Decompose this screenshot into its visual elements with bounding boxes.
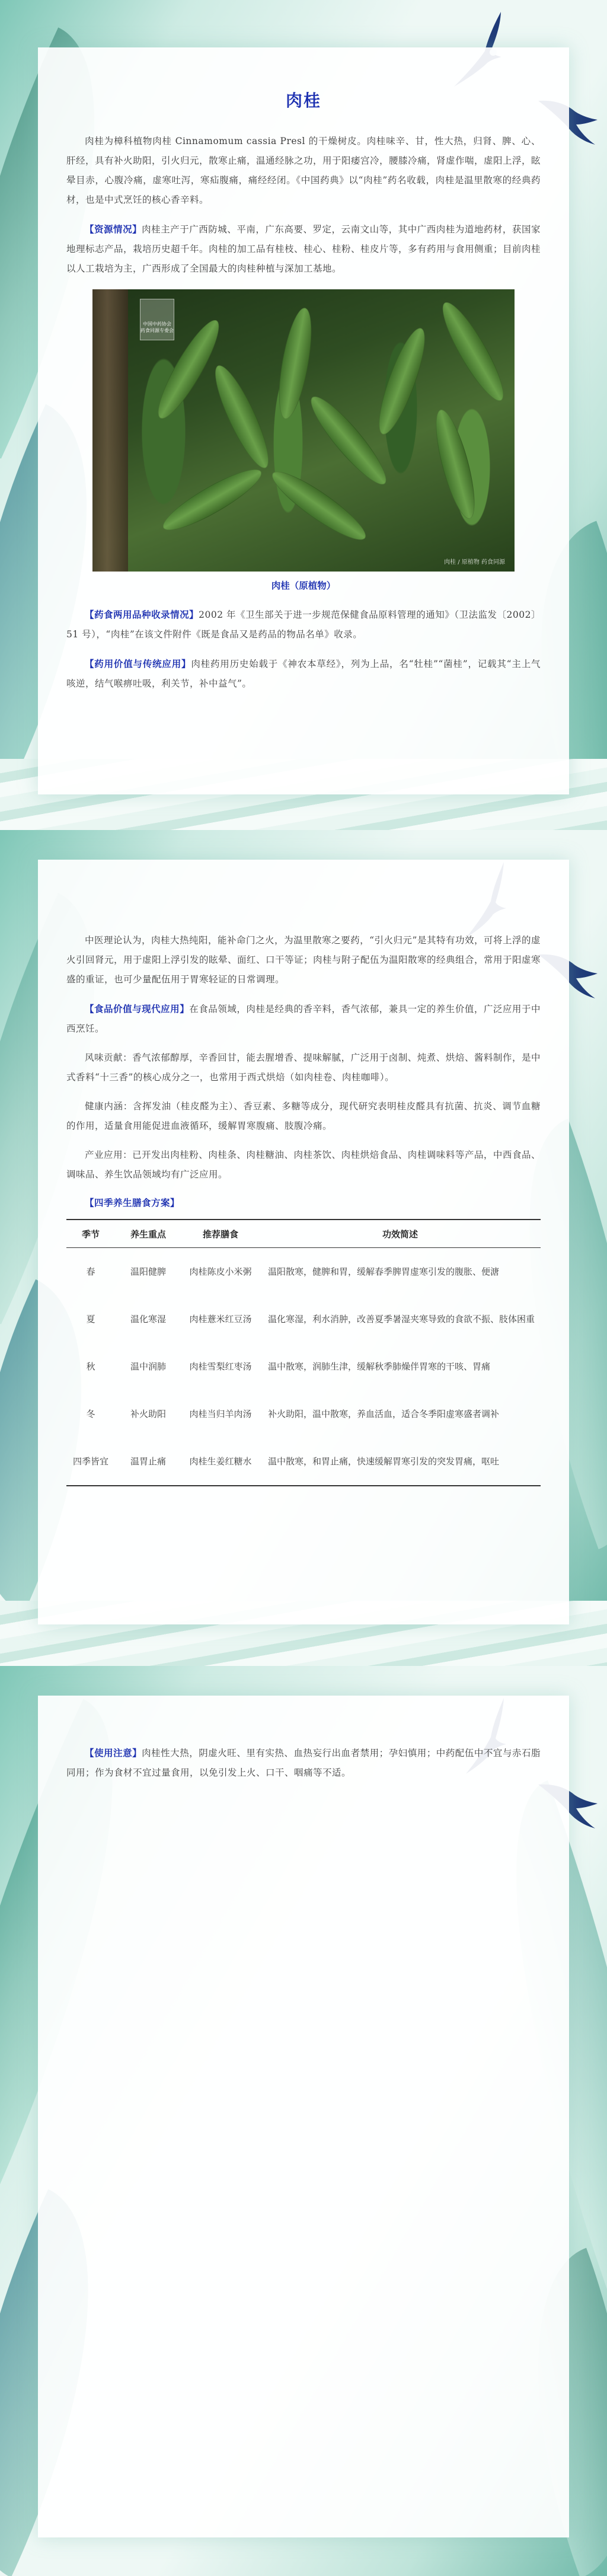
focus-cell: 温化寒湿 [130,1314,166,1324]
recipe-cell: 肉桂生姜红糖水 [181,1438,260,1486]
focus-cell: 温中润肺 [130,1361,166,1372]
effect-cell: 温中散寒，润肺生津，缓解秋季肺燥伴胃寒的干咳、胃痛 [268,1361,491,1372]
listing-paragraph: 【药食两用品种收录情况】2002 年《卫生部关于进一步规范保健食品原料管理的通知》（卫法监发〔2002〕51 号），“肉桂”在该文件附件《既是食品又是药品的物品名单》收录。 [66,609,541,640]
effect-cell: 温中散寒，和胃止痛，快速缓解胃寒引发的突发胃痛，呕吐 [260,1438,541,1486]
table-heading: 【四季养生膳食方案】 [85,1197,180,1208]
table-row [66,1390,541,1438]
tcm-theory-paragraph: 中医理论认为，肉桂大热纯阳，能补命门之火，为温里散寒之要药，“引火归元”是其特有功效，可将上浮的虚火引回肾元，用于虚阳上浮引发的眩晕、面红、口干等证；肉桂与附子配伍为温阳散寒的经典组合，常用于阳虚寒盛的重证，也可少量配伍用于胃寒轻证的日常调理。 [66,935,541,985]
focus-cell: 补火助阳 [130,1409,166,1419]
table-row [66,1248,541,1296]
recipe-cell: 肉桂雪梨红枣汤 [189,1361,252,1372]
effect-cell: 补火助阳，温中散寒，养血活血，适合冬季阳虚寒盛者调补 [268,1409,500,1419]
association-logo: 中国中药协会 药食同源专委会 [140,299,174,340]
column-header: 推荐膳食 [181,1220,260,1248]
photo-caption: 肉桂（原植物） [271,580,336,591]
content-card-2 [38,860,569,1624]
season-cell: 冬 [86,1409,95,1419]
effect-cell: 温阳散寒，健脾和胃，缓解春季脾胃虚寒引发的腹胀、便溏 [268,1266,500,1277]
cinnamon-plant-photo [92,289,515,572]
column-header: 季节 [66,1220,115,1248]
precautions-paragraph: 【使用注意】肉桂性大热，阴虚火旺、里有实热、血热妄行出血者禁用；孕妇慎用；中药配伍中不宜与赤石脂同用；作为食材不宜过量食用，以免引发上火、口干、咽痛等不适。 [66,1747,541,1778]
health-paragraph: 健康内涵：含挥发油（桂皮醛为主）、香豆素、多糖等成分，现代研究表明桂皮醛具有抗菌、抗炎、调节血糖的作用，适量食用能促进血液循环，缓解胃寒腹痛、肢腹冷痛。 [66,1101,541,1131]
table-row [66,1438,541,1486]
recipe-cell: 肉桂陈皮小米粥 [189,1266,252,1277]
table-row [66,1343,541,1390]
recipe-cell: 肉桂薏米红豆汤 [189,1314,252,1324]
content-card-1 [38,47,569,794]
resource-paragraph: 【资源情况】肉桂主产于广西防城、平南，广东高要、罗定，云南文山等，其中广西肉桂为道地药材，获国家地理标志产品，栽培历史超千年。肉桂的加工品有桂枝、桂心、桂粉、桂皮片等，多有药用与食用侧重；目前肉桂以人工栽培为主，广西形成了全国最大的肉桂种植与深加工基地。 [66,224,541,274]
content-card-3 [38,1696,569,2537]
effect-cell: 温化寒湿，利水消肿，改善夏季暑湿夹寒导致的食欲不振、肢体困重 [268,1314,535,1324]
column-header: 功效简述 [260,1220,541,1248]
intro-paragraph: 肉桂为樟科植物肉桂 Cinnamomum cassia Presl 的干燥树皮。肉桂味辛、甘，性大热，归肾、脾、心、肝经，具有补火助阳，引火归元，散寒止痛，温通经脉之功，用于阳痿宫冷，腰膝冷痛，肾虚作喘，虚阳上浮，眩晕目赤，心腹冷痛，虚寒吐泻，寒疝腹痛，痛经经闭。《中国药典》以“肉桂”药名收载，肉桂是温里散寒的经典药材，也是中式烹饪的核心香辛料。 [66,136,541,205]
flavor-paragraph: 风味贡献：香气浓郁醇厚，辛香回甘，能去腥增香、提味解腻，广泛用于卤制、炖煮、烘焙、酱料制作，是中式香料“十三香”的核心成分之一，也常用于西式烘焙（如肉桂卷、肉桂咖啡）。 [66,1052,541,1083]
recipe-cell: 肉桂当归羊肉汤 [189,1409,252,1419]
season-cell: 四季皆宜 [66,1438,115,1486]
season-cell: 秋 [86,1361,95,1372]
food-value-paragraph: 【食品价值与现代应用】在食品领域，肉桂是经典的香辛料，香气浓郁，兼具一定的养生价值，广泛应用于中西烹饪。 [66,1003,541,1034]
seasonal-diet-table [66,1219,541,1486]
photo-watermark: 肉桂 / 原植物 药食同源 [444,559,505,566]
season-cell: 夏 [86,1314,95,1324]
table-row [66,1295,541,1343]
column-header: 养生重点 [115,1220,181,1248]
page-title: 肉桂 [285,91,321,110]
table-header-row [66,1220,541,1248]
season-cell: 春 [86,1266,95,1277]
focus-cell: 温阳健脾 [130,1266,166,1277]
focus-cell: 温胃止痛 [115,1438,181,1486]
medicinal-value-paragraph: 【药用价值与传统应用】肉桂药用历史始载于《神农本草经》，列为上品，名“牡桂”“菌桂”，记载其“主上气咳逆，结气喉痹吐吸，利关节，补中益气”。 [66,658,541,689]
industry-paragraph: 产业应用：已开发出肉桂粉、肉桂条、肉桂糖油、肉桂茶饮、肉桂烘焙食品、肉桂调味料等产品，中西食品、调味品、养生饮品领域均有广泛应用。 [66,1150,541,1180]
